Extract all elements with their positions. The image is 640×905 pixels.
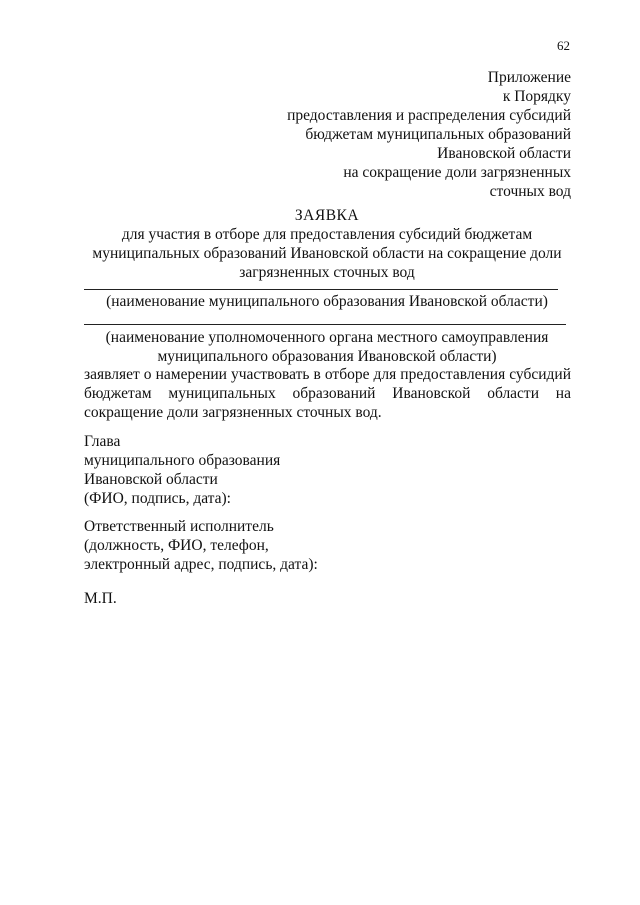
municipality-fill-line bbox=[84, 289, 558, 290]
head-signature-block bbox=[84, 432, 564, 508]
application-subtitle-line: загрязненных сточных вод bbox=[239, 264, 415, 281]
head-line: (ФИО, подпись, дата): bbox=[84, 490, 231, 507]
appendix-line: предоставления и распределения субсидий bbox=[287, 107, 571, 124]
appendix-line: Ивановской области bbox=[437, 145, 571, 162]
municipality-caption: (наименование муниципального образования Ивановской области) bbox=[106, 293, 548, 310]
authority-caption bbox=[84, 328, 570, 366]
statement-paragraph bbox=[84, 365, 571, 422]
statement-line: бюджетам муниципальных образований Ивановской области на bbox=[84, 385, 571, 402]
application-title: ЗАЯВКА bbox=[294, 207, 360, 224]
executor-line: (должность, ФИО, телефон, bbox=[84, 537, 269, 554]
page-number: 62 bbox=[557, 38, 570, 53]
appendix-line: Приложение bbox=[487, 69, 571, 86]
executor-signature-block bbox=[84, 517, 564, 574]
application-subtitle-line: муниципальных образований Ивановской области на сокращение доли bbox=[92, 245, 562, 262]
head-line: Ивановской области bbox=[84, 471, 218, 488]
appendix-line: бюджетам муниципальных образований bbox=[305, 126, 571, 143]
appendix-line: на сокращение доли загрязненных bbox=[343, 164, 571, 181]
statement-line: заявляет о намерении участвовать в отборе для предоставления субсидий bbox=[84, 366, 571, 383]
executor-line: Ответственный исполнитель bbox=[84, 518, 274, 535]
statement-line: сокращение доли загрязненных сточных вод. bbox=[84, 404, 382, 421]
stamp-place: М.П. bbox=[84, 590, 117, 607]
authority-fill-line bbox=[84, 324, 566, 325]
executor-line: электронный адрес, подпись, дата): bbox=[84, 556, 318, 573]
appendix-line: сточных вод bbox=[489, 183, 571, 200]
appendix-line: к Порядку bbox=[502, 88, 571, 105]
head-line: Глава bbox=[84, 433, 121, 450]
authority-caption-line: (наименование уполномоченного органа местного самоуправления bbox=[105, 329, 549, 346]
appendix-header bbox=[211, 68, 571, 201]
application-title-block bbox=[84, 206, 570, 282]
application-subtitle-line: для участия в отборе для предоставления субсидий бюджетам bbox=[121, 226, 533, 243]
authority-caption-line: муниципального образования Ивановской области) bbox=[157, 348, 497, 365]
head-line: муниципального образования bbox=[84, 452, 281, 469]
